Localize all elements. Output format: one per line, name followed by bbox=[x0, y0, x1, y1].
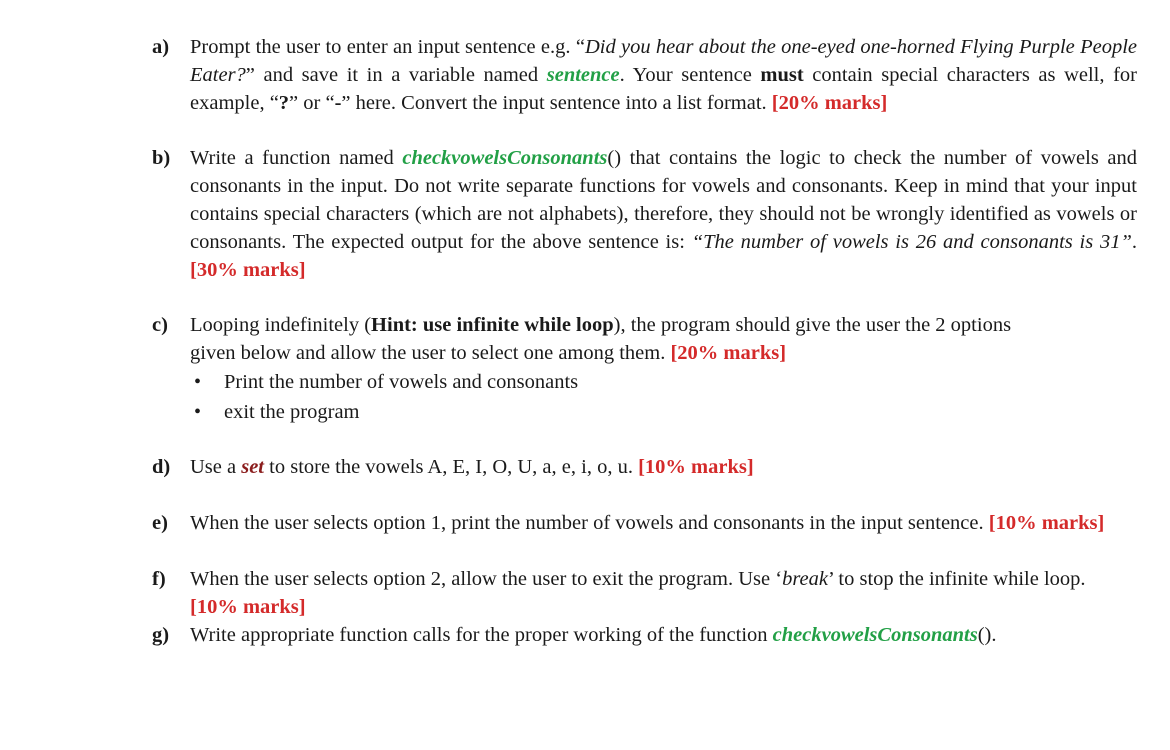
keyword: break bbox=[782, 568, 828, 590]
option-text: exit the program bbox=[224, 401, 360, 423]
text-run: When the user selects option 1, print the number of vowels and consonants in the input sentence. bbox=[190, 512, 989, 534]
question-e bbox=[152, 509, 1137, 537]
question-label: e) bbox=[152, 512, 168, 534]
text-run: ” and save it in a variable named bbox=[245, 64, 547, 86]
question-d bbox=[152, 453, 1137, 481]
question-c bbox=[152, 311, 1032, 427]
text-run: Prompt the user to enter an input sentence e.g. “ bbox=[190, 36, 585, 58]
text-run: Write a function named bbox=[190, 147, 403, 169]
marks-label: [10% marks] bbox=[988, 512, 1105, 534]
question-label: f) bbox=[152, 568, 166, 590]
function-name: checkvowelsConsonants bbox=[402, 147, 608, 169]
question-b bbox=[152, 144, 1137, 284]
marks-label: [20% marks] bbox=[771, 92, 888, 114]
expected-output: “The number of vowels is 26 and consonants is 31” bbox=[691, 231, 1132, 253]
function-name: checkvowelsConsonants bbox=[772, 624, 978, 646]
text-run: to store the vowels A, E, I, O, U, a, e, i, o, u. bbox=[264, 456, 639, 478]
example-sentence: Did you hear about the one-eyed one-horned Flying Purple People Eater? bbox=[190, 36, 1137, 86]
question-text bbox=[190, 509, 1137, 537]
text-run: () that contains the logic to check the number of vowels and consonants in the input. Do not write separate functions for vowels and consonants. Keep in mind that your input contains special characters (which are not alphabets), therefore, they should not be wrongly identified as vowels or consonants. The expected output for the above sentence is: bbox=[190, 147, 1138, 253]
text-run: ’ to stop the infinite while loop. bbox=[827, 568, 1086, 590]
question-label: a) bbox=[152, 36, 170, 58]
question-a bbox=[152, 33, 1137, 117]
bullet-icon: • bbox=[194, 401, 202, 423]
text-run: . Your sentence bbox=[619, 64, 761, 86]
text-run: Write appropriate function calls for the proper working of the function bbox=[190, 624, 773, 646]
question-label: c) bbox=[152, 314, 168, 336]
options-list bbox=[190, 367, 1032, 427]
question-text bbox=[190, 565, 1137, 621]
marks-label: [10% marks] bbox=[190, 596, 306, 618]
question-text bbox=[190, 621, 1137, 649]
text-run: (). bbox=[977, 624, 997, 646]
hint-text: Hint: use infinite while loop bbox=[371, 314, 614, 336]
question-label: g) bbox=[152, 624, 170, 646]
question-text bbox=[190, 33, 1137, 117]
special-char: ? bbox=[278, 92, 290, 114]
question-text bbox=[190, 453, 1137, 481]
text-run: . bbox=[1131, 231, 1137, 253]
text-run: ), the program should give the user the 2 options given below and allow the user to select one among them. bbox=[190, 314, 1012, 364]
text-run: ” or “ bbox=[289, 92, 335, 114]
variable-name: sentence bbox=[546, 64, 620, 86]
list-item bbox=[190, 367, 1032, 397]
question-f bbox=[152, 565, 1137, 621]
question-label: d) bbox=[152, 456, 171, 478]
list-item bbox=[190, 397, 1032, 427]
text-run: Use a bbox=[190, 456, 242, 478]
keyword: set bbox=[241, 456, 265, 478]
marks-label: [10% marks] bbox=[638, 456, 754, 478]
marks-label: [30% marks] bbox=[190, 259, 306, 281]
question-label: b) bbox=[152, 147, 171, 169]
text-run: contain special characters as well, for example, “ bbox=[190, 64, 1137, 114]
special-char: - bbox=[334, 92, 342, 114]
text-run: ” here. Convert the input sentence into a list format. bbox=[341, 92, 772, 114]
marks-label: [20% marks] bbox=[670, 342, 787, 364]
text-run: When the user selects option 2, allow the user to exit the program. Use ‘ bbox=[190, 568, 783, 590]
question-text bbox=[190, 311, 1032, 367]
emphasis: must bbox=[760, 64, 804, 86]
question-text bbox=[190, 144, 1137, 284]
question-g bbox=[152, 621, 1137, 649]
option-text: Print the number of vowels and consonants bbox=[224, 371, 579, 393]
bullet-icon: • bbox=[194, 371, 202, 393]
text-run: Looping indefinitely ( bbox=[190, 314, 372, 336]
